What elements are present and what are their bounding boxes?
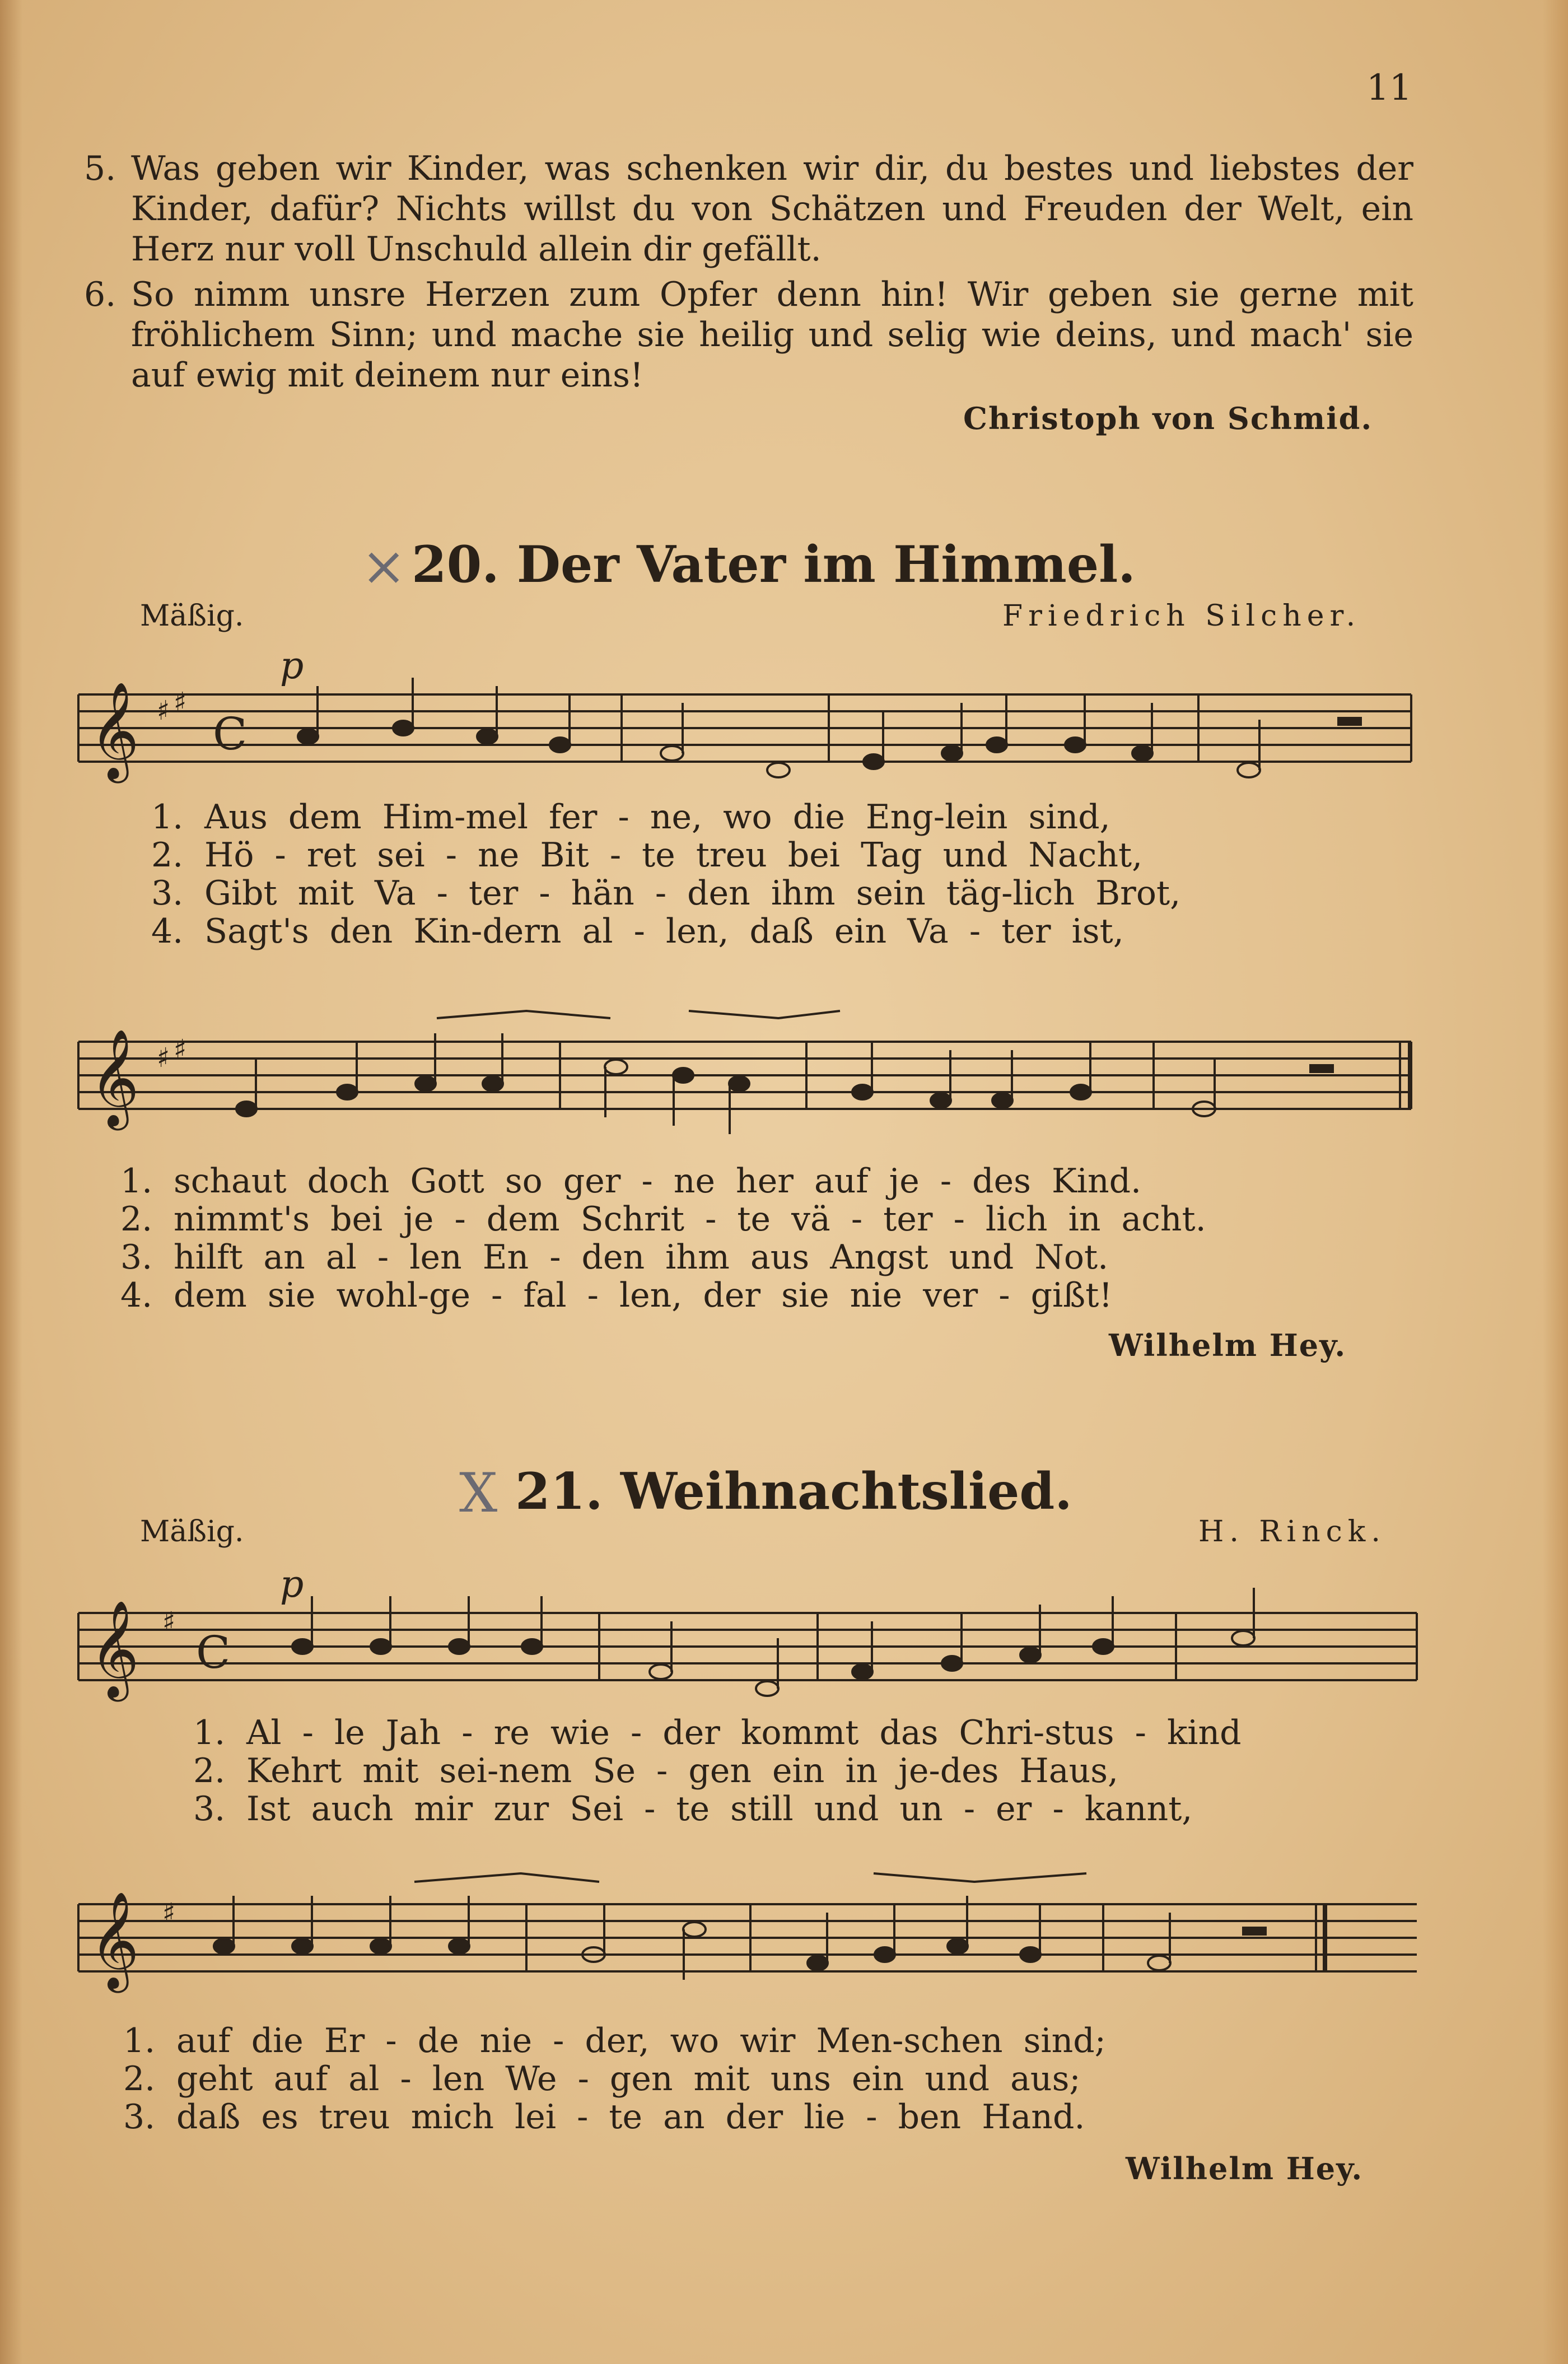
dynamic-marking: p [280,1563,304,1606]
verse-number: 2. [120,1200,153,1239]
lyric-line [120,1238,1352,1276]
lyrics-block [123,2022,1327,2136]
lyric-line [120,1200,1352,1238]
lyric-text: Gibt mit Va - ter - hän - den ihm sein täg-lich Brot, [204,874,1181,913]
lyric-text: Al - le Jah - re wie - der kommt das Chri-stus - kind [246,1713,1242,1752]
svg-text:C: C [213,708,248,760]
verse-number: 1. [123,2021,156,2060]
lyric-text: daß es treu mich lei - te an der lie - ben Hand. [176,2097,1085,2137]
verse-number: 3. [120,1238,153,1277]
verse-number: 1. [120,1162,153,1201]
lyrics-block [151,798,1355,950]
lyric-line [120,1276,1352,1314]
pencil-mark: × [361,535,407,598]
lyric-text: Hö - ret sei - ne Bit - te treu bei Tag und Nacht, [204,836,1143,875]
verse-number: 3. [193,1789,226,1829]
lyricist: Wilhelm Hey. [1109,1327,1347,1363]
music-staff [78,1008,1411,1154]
lyric-text: Sagt's den Kin-dern al - len, daß ein Va - ter ist, [204,912,1124,951]
svg-text:♯: ♯ [162,1606,176,1638]
svg-text:♯: ♯ [174,1034,187,1065]
lyric-text: Aus dem Him-mel fer - ne, wo die Eng-lein sind, [204,798,1110,837]
lyric-line [193,1714,1369,1752]
svg-text:♯: ♯ [174,687,187,718]
lyric-text: schaut doch Gott so ger - ne her auf je - des Kind. [174,1162,1142,1201]
music-staff [78,1871,1417,2016]
stanza-text: So nimm unsre Herzen zum Opfer denn hin! Wir geben sie gerne mit fröhlichem Sinn; und mache sie heilig und selig wie deins, und mach' sie auf ewig mit deinem nur eins! [131,275,1413,395]
lyric-line [123,2060,1327,2098]
lyric-text: auf die Er - de nie - der, wo wir Men-schen sind; [176,2021,1106,2060]
stanza-author: Christoph von Schmid. [963,400,1373,436]
lyric-text: nimmt's bei je - dem Schrit - te vä - ter - lich in acht. [174,1200,1206,1239]
verse-number: 3. [151,874,184,913]
verse-number: 4. [151,912,184,951]
stanza-number: 5. [84,149,116,188]
lyric-line [123,2098,1327,2136]
svg-text:♯: ♯ [157,695,170,726]
lyric-text: hilft an al - len En - den ihm aus Angst und Not. [174,1238,1109,1277]
page-number: 11 [1366,67,1412,109]
svg-text:𝄞: 𝄞 [90,1029,139,1126]
tempo-marking: Mäßig. [140,599,244,633]
lyric-line [151,798,1355,836]
composer: H. Rinck. [1198,1515,1386,1549]
svg-text:𝄞: 𝄞 [90,1600,139,1698]
lyric-line [151,912,1355,950]
verse-number: 2. [193,1751,226,1791]
stanza-text: Was geben wir Kinder, was schenken wir dir, du bestes und liebstes der Kinder, dafür? Nichts willst du von Schätzen und Freuden der Welt, ein Herz nur voll Unschuld allein dir gefällt. [131,149,1413,269]
page-edge-shadow [1543,0,1568,2364]
lyric-line [123,2022,1327,2060]
composer: Friedrich Silcher. [1002,599,1361,633]
verse-number: 1. [151,798,184,837]
svg-text:C: C [196,1626,231,1678]
verse-number: 2. [151,836,184,875]
lyric-line [193,1790,1369,1828]
lyrics-block [120,1162,1352,1314]
song-title: 21. Weihnachtslied. [515,1462,1072,1521]
music-staff [78,1579,1417,1725]
stanza-number: 6. [84,275,116,314]
page-edge-shadow [0,0,22,2364]
verse-number: 3. [123,2097,156,2137]
lyric-text: Ist auch mir zur Sei - te still und un - er - kannt, [246,1789,1193,1829]
lyrics-block [193,1714,1369,1828]
pencil-mark: X [459,1462,498,1524]
music-staff [78,661,1411,806]
svg-text:𝄞: 𝄞 [90,1891,139,1989]
verse-number: 1. [193,1713,226,1752]
svg-text:𝄞: 𝄞 [90,682,139,779]
svg-text:♯: ♯ [157,1042,170,1074]
verse-number: 4. [120,1276,153,1315]
verse-number: 2. [123,2059,156,2099]
lyric-text: dem sie wohl-ge - fal - len, der sie nie ver - gißt! [174,1276,1113,1315]
lyric-line [151,836,1355,874]
svg-text:♯: ♯ [162,1897,176,1929]
lyricist: Wilhelm Hey. [1126,2151,1364,2186]
lyric-line [193,1752,1369,1790]
lyric-text: Kehrt mit sei-nem Se - gen ein in je-des Haus, [246,1751,1119,1791]
lyric-text: geht auf al - len We - gen mit uns ein und aus; [176,2059,1081,2099]
lyric-line [151,874,1355,912]
lyric-line [120,1162,1352,1200]
tempo-marking: Mäßig. [140,1515,244,1549]
song-title: 20. Der Vater im Himmel. [412,535,1136,594]
dynamic-marking: p [280,644,304,687]
